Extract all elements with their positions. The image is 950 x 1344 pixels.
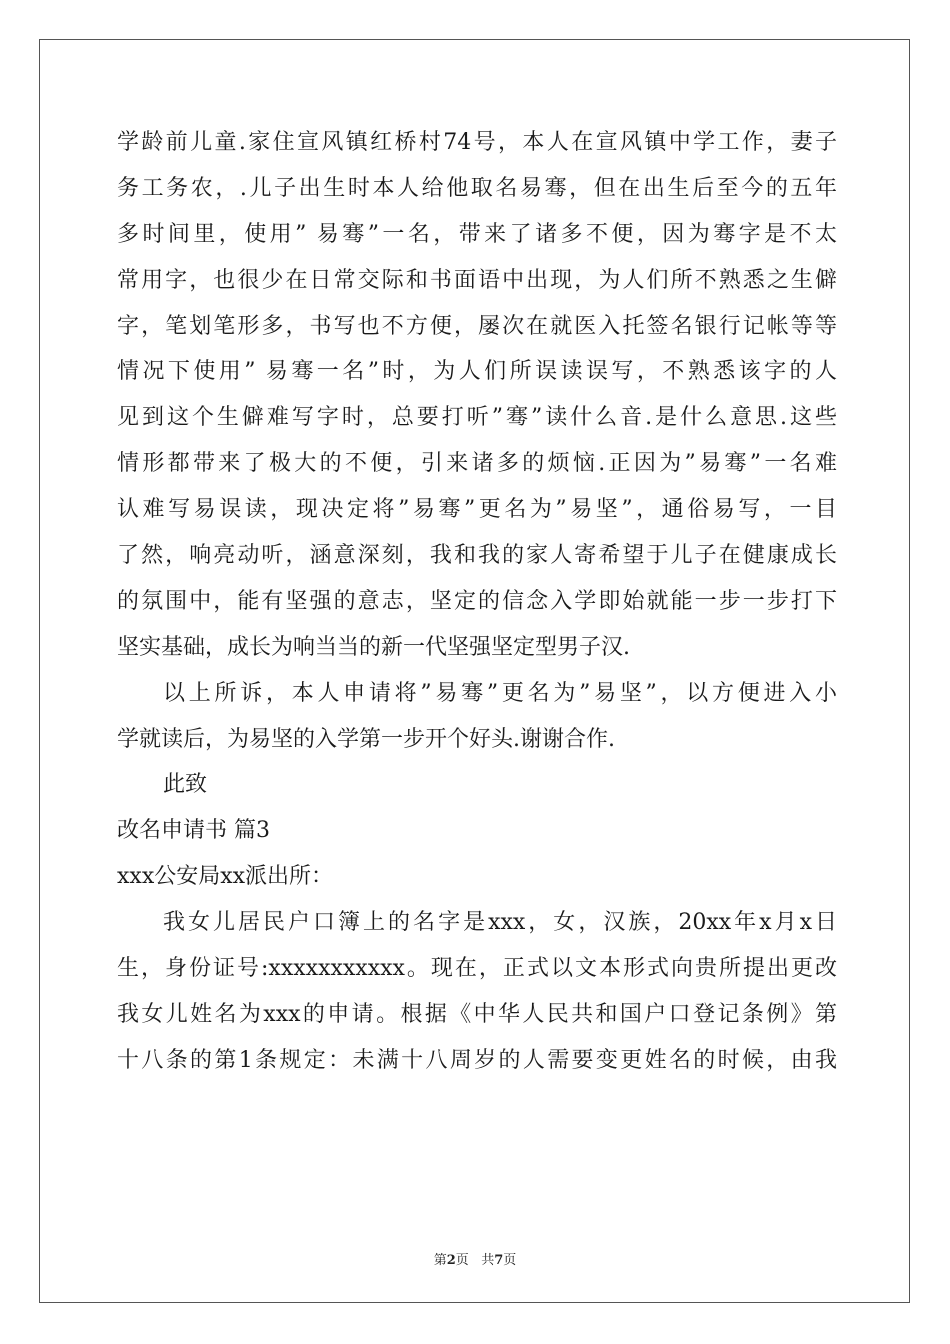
text-line: 见到这个生僻难写字时，总要打听”骞”读什么音.是什么意思.这些 (117, 405, 837, 431)
section-title: 改名申请书 篇3 (117, 818, 270, 844)
text-line: 学就读后，为易坚的入学第一步开个好头.谢谢合作. (117, 726, 615, 752)
page-indicator: 第2页 (433, 1253, 469, 1268)
document-body (117, 127, 837, 1091)
text-line: 情形都带来了极大的不便，引来诸多的烦恼.正因为”易骞”一名难 (117, 451, 837, 477)
text-line: 学龄前儿童.家住宣风镇红桥村74号，本人在宣风镇中学工作，妻子 (117, 130, 837, 155)
paragraph-3 (117, 907, 837, 1091)
text-line: 了然，响亮动听，涵意深刻，我和我的家人寄希望于儿子在健康成长 (117, 543, 837, 569)
paragraph-1 (117, 127, 837, 678)
text-line: 我女儿居民户口簿上的名字是xxx，女，汉族，20xx年x月x日 (163, 910, 837, 936)
text-line: 情况下使用” 易骞一名”时，为人们所误读误写，不熟悉该字的人 (117, 359, 837, 385)
addressee: xxx公安局xx派出所： (117, 864, 334, 890)
text-line: 我女儿姓名为xxx的申请。根据《中华人民共和国户口登记条例》第 (117, 1001, 837, 1027)
page-footer (0, 1249, 950, 1268)
text-line: 务工务农，.儿子出生时本人给他取名易骞，但在出生后至今的五年 (117, 175, 837, 201)
text-line: 常用字，也很少在日常交际和书面语中出现，为人们所不熟悉之生僻 (117, 267, 837, 293)
closing-salutation: 此致 (163, 772, 208, 798)
paragraph-2 (117, 678, 837, 770)
text-line: 多时间里，使用” 易骞”一名，带来了诸多不便，因为骞字是不太 (117, 221, 837, 247)
text-line: 的氛围中，能有坚强的意志，坚定的信念入学即始就能一步一步打下 (117, 588, 837, 614)
total-pages: 共7页 (481, 1253, 517, 1268)
text-line: 十八条的第1条规定：未满十八周岁的人需要变更姓名的时候，由我 (117, 1047, 837, 1073)
text-line: 认难写易误读，现决定将”易骞”更名为”易坚”，通俗易写，一目 (117, 497, 837, 523)
text-line: 以上所诉，本人申请将”易骞”更名为”易坚”，以方便进入小 (163, 680, 837, 706)
text-line: 字，笔划笔形多，书写也不方便，屡次在就医入托签名银行记帐等等 (117, 313, 837, 339)
text-line: 坚实基础，成长为响当当的新一代坚强坚定型男子汉. (117, 634, 630, 660)
text-line: 生，身份证号:xxxxxxxxxxx。现在，正式以文本形式向贵所提出更改 (117, 956, 837, 982)
